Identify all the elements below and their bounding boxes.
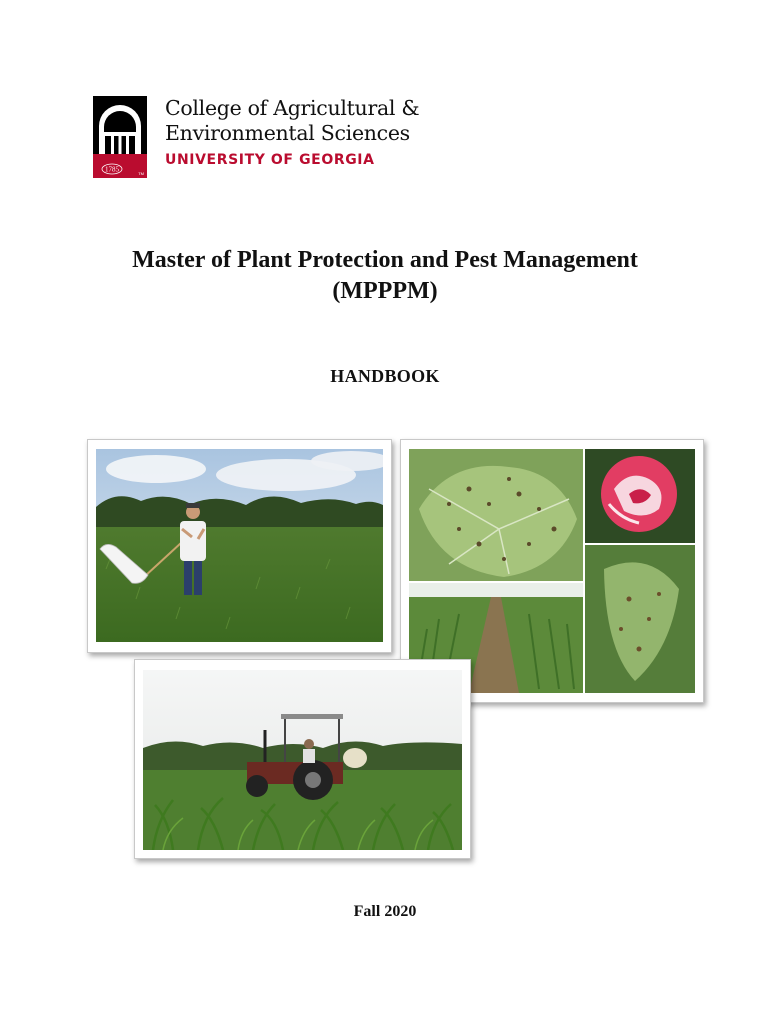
- document-date: Fall 2020: [353, 903, 417, 920]
- tractor-image: [143, 670, 462, 850]
- photo-tractor-corn-field: [134, 659, 471, 859]
- logo-university-name: UNIVERSITY OF GEORGIA: [165, 152, 375, 168]
- trademark-mark: TM: [138, 171, 144, 176]
- arch-logo-icon: [93, 96, 147, 178]
- uga-caes-logo: [93, 96, 433, 180]
- logo-college-line2: Environmental Sciences: [165, 121, 410, 145]
- plant-collage-image: [409, 449, 695, 693]
- logo-wordmark: [165, 96, 419, 168]
- photo-sweep-net-field: [87, 439, 392, 653]
- seal-year: 1785: [105, 165, 119, 174]
- document-title-acronym: (MPPPM): [332, 278, 438, 304]
- document-title: Master of Plant Protection and Pest Management: [132, 247, 638, 273]
- document-subtitle: HANDBOOK: [330, 366, 440, 386]
- logo-college-line1: College of Agricultural &: [165, 96, 420, 120]
- sweep-net-image: [96, 449, 383, 642]
